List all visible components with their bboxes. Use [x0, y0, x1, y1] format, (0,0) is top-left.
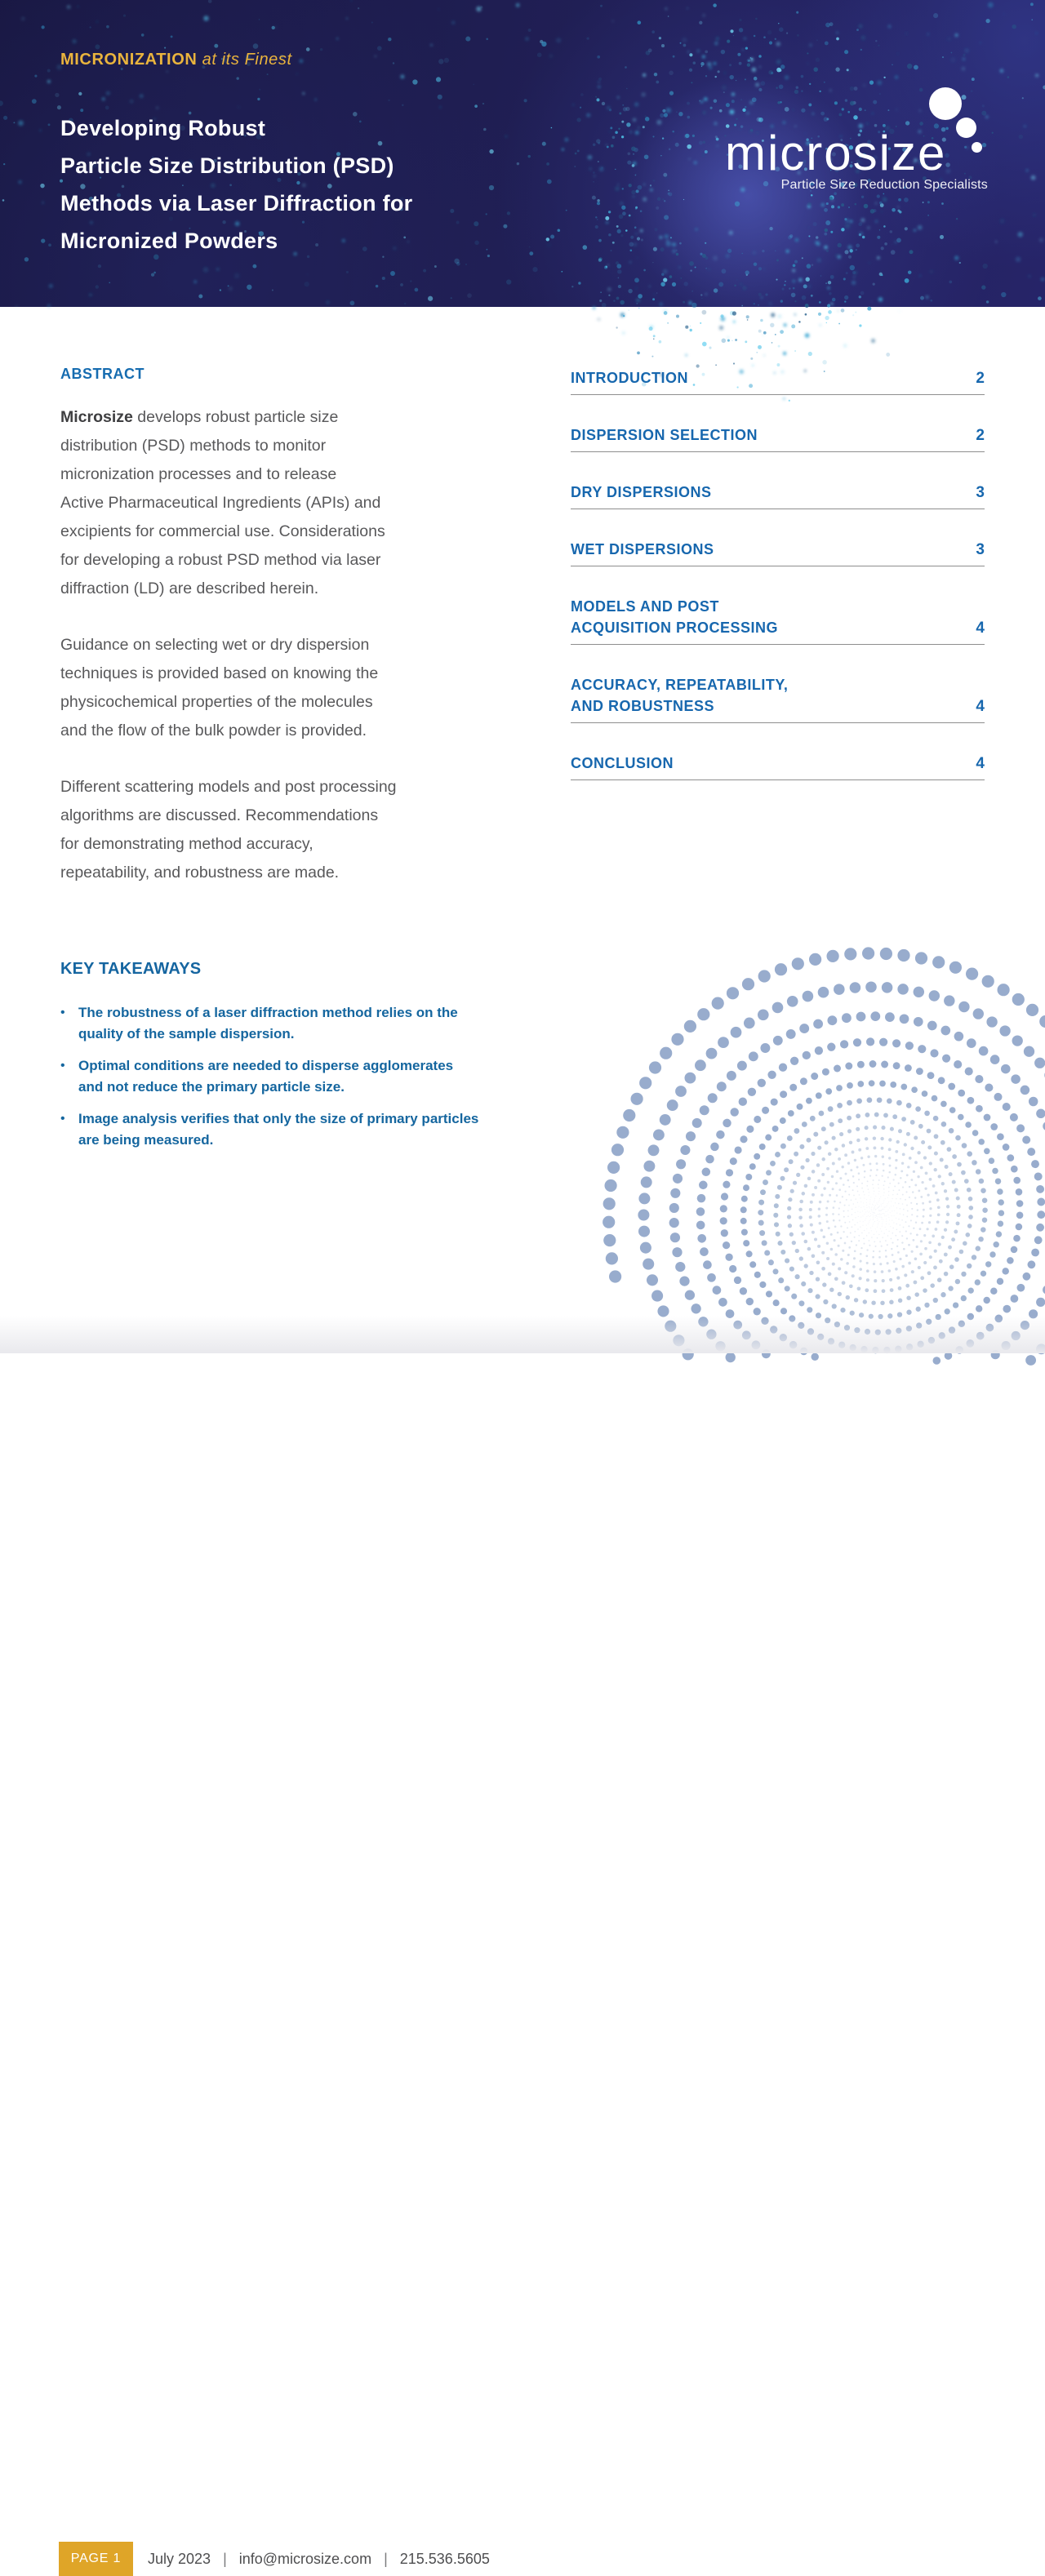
toc-item-dispersion-selection[interactable]	[571, 424, 985, 452]
takeaway-text: Optimal conditions are needed to disperse agglomerates and not reduce the primary particle size.	[78, 1058, 454, 1095]
eyebrow-italic: at its Finest	[202, 51, 292, 69]
takeaway-item-1	[60, 1002, 485, 1045]
logo-dot-large-icon	[929, 87, 962, 120]
toc-item-wet-dispersions[interactable]	[571, 539, 985, 566]
key-takeaways-heading: KEY TAKEAWAYS	[60, 960, 202, 978]
toc-underline	[571, 644, 985, 645]
abstract-paragraphs	[60, 403, 477, 915]
page-title-line-2: Particle Size Distribution (PSD)	[60, 153, 394, 178]
eyebrow-tagline	[60, 51, 292, 69]
toc-label: MODELS AND POST ACQUISITION PROCESSING	[571, 598, 779, 636]
page-title	[60, 109, 412, 260]
toc-label: DISPERSION SELECTION	[571, 427, 758, 443]
takeaway-item-3	[60, 1108, 485, 1151]
toc-underline	[571, 779, 985, 780]
page-title-line-3: Methods via Laser Diffraction for	[60, 191, 413, 215]
toc-page-number: 3	[976, 484, 985, 501]
footer-separator: |	[384, 2550, 388, 2567]
footer-phone-link[interactable]: 215.536.5605	[399, 2550, 490, 2567]
toc-row	[571, 596, 985, 638]
abstract-paragraph-3: Different scattering models and post processing algorithms are discussed. Recommendations for demonstrating method accuracy, repeatability, and robustness are made.	[60, 778, 397, 882]
footer-date: July 2023	[148, 2550, 211, 2567]
toc-row	[571, 674, 985, 717]
page-footer	[0, 1264, 1045, 2567]
toc-row	[571, 424, 985, 446]
page-number-badge: PAGE 1	[59, 2542, 133, 2576]
toc-row	[571, 482, 985, 503]
table-of-contents	[571, 367, 985, 810]
footer-email-link[interactable]: info@microsize.com	[238, 2550, 372, 2567]
toc-page-number: 2	[976, 370, 985, 387]
takeaway-item-2	[60, 1055, 485, 1098]
footer-separator: |	[223, 2550, 227, 2567]
footer-contact-line	[148, 2547, 490, 2571]
logo-tagline: Particle Size Reduction Specialists	[780, 178, 988, 192]
abstract-paragraph-1: Microsize develops robust particle size distribution (PSD) methods to monitor micronization processes and to release Active Pharmaceutical Ingredients (APIs) and excipients for commercial use. Considerations for developing a robust PSD method via laser diffraction (LD) are described herein.	[60, 408, 385, 597]
toc-label: DRY DISPERSIONS	[571, 484, 712, 500]
bullet-icon: •	[60, 1006, 65, 1019]
toc-row	[571, 367, 985, 389]
toc-item-models-and-post-acquisition-processing[interactable]	[571, 596, 985, 645]
toc-page-number: 3	[976, 541, 985, 558]
key-takeaways-list	[60, 1002, 485, 1161]
abstract-paragraph-2: Guidance on selecting wet or dry dispersion techniques is provided based on knowing the physicochemical properties of the molecules and the flow of the bulk powder is provided.	[60, 636, 379, 739]
hero-banner	[0, 0, 1045, 307]
toc-page-number: 2	[976, 427, 985, 444]
page-title-line-1: Developing Robust	[60, 116, 266, 140]
bullet-icon: •	[60, 1112, 65, 1126]
toc-underline	[571, 394, 985, 395]
toc-row	[571, 539, 985, 560]
toc-label: CONCLUSION	[571, 755, 674, 771]
logo	[725, 78, 988, 209]
toc-label: ACCURACY, REPEATABILITY, AND ROBUSTNESS	[571, 677, 789, 714]
abstract-lead-word: Microsize	[60, 408, 133, 426]
toc-page-number: 4	[976, 698, 985, 715]
toc-page-number: 4	[976, 755, 985, 772]
bullet-icon: •	[60, 1059, 65, 1073]
toc-item-introduction[interactable]	[571, 367, 985, 395]
toc-row	[571, 753, 985, 774]
eyebrow-bold: MICRONIZATION	[60, 51, 198, 69]
toc-item-conclusion[interactable]	[571, 753, 985, 780]
toc-underline	[571, 451, 985, 452]
takeaway-text: The robustness of a laser diffraction method relies on the quality of the sample dispersion.	[78, 1005, 458, 1042]
toc-underline	[571, 722, 985, 723]
abstract-heading: ABSTRACT	[60, 366, 145, 382]
toc-page-number: 4	[976, 620, 985, 637]
page-title-line-4: Micronized Powders	[60, 229, 278, 253]
logo-wordmark: microsize	[725, 126, 947, 180]
toc-item-dry-dispersions[interactable]	[571, 482, 985, 509]
logo-dot-medium-icon	[956, 118, 976, 138]
toc-item-accuracy-repeatability-and-robustness[interactable]	[571, 674, 985, 723]
takeaway-text: Image analysis verifies that only the size of primary particles are being measured.	[78, 1111, 479, 1148]
logo-dot-small-icon	[972, 142, 982, 153]
toc-label: WET DISPERSIONS	[571, 541, 714, 557]
toc-label: INTRODUCTION	[571, 370, 688, 386]
